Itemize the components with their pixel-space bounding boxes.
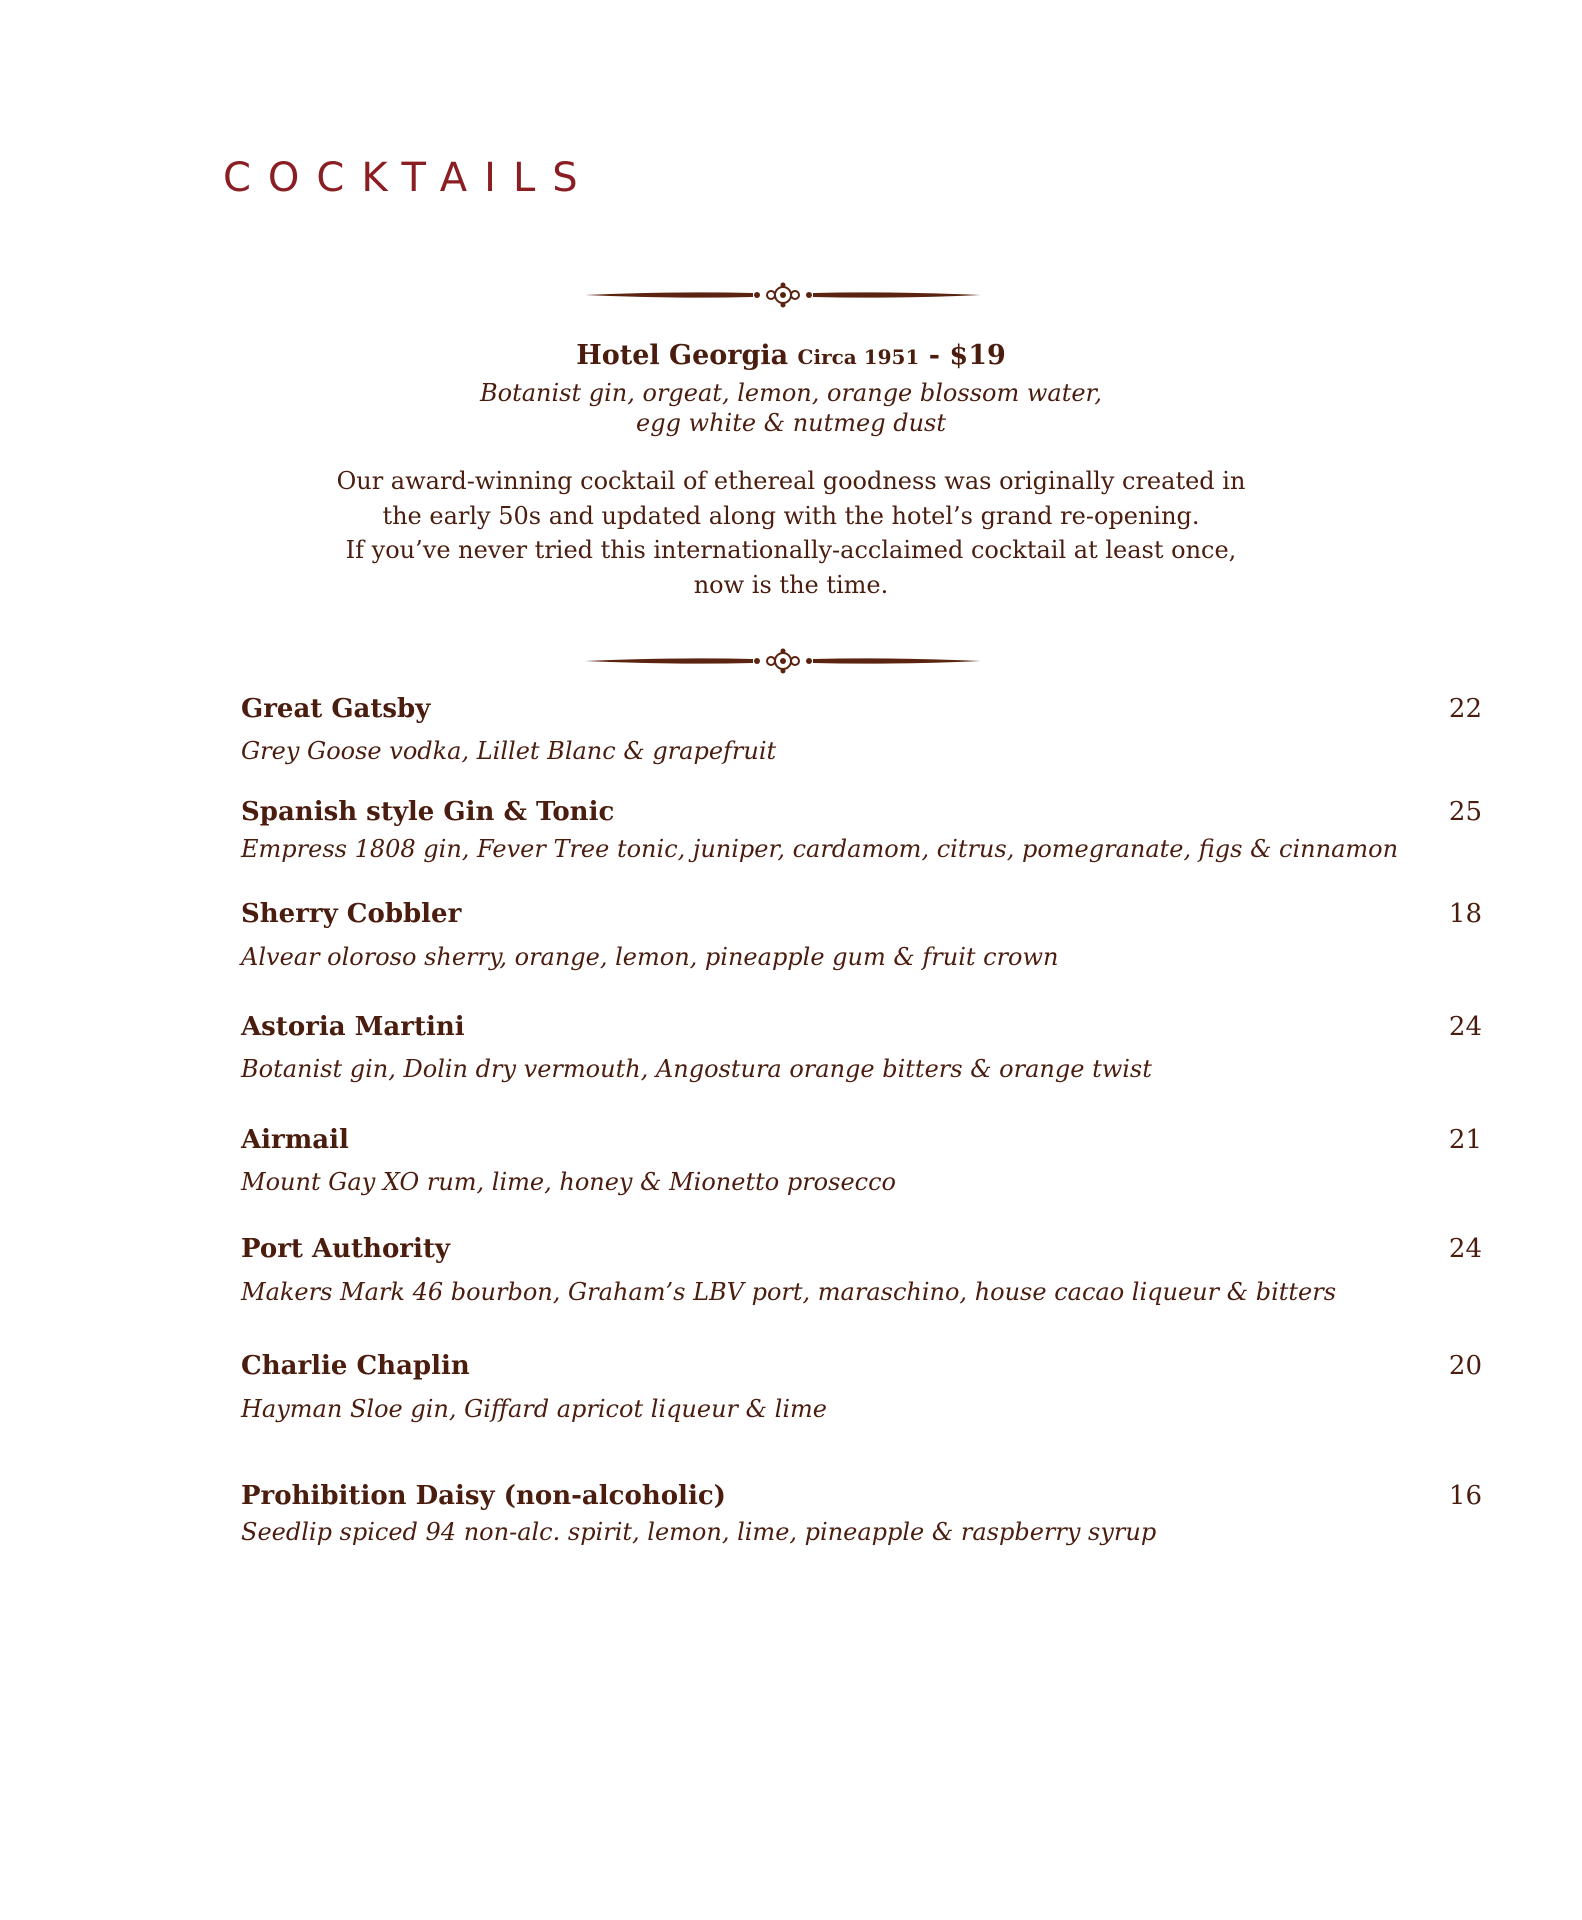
drink-price: 18 [1448,899,1482,929]
drink-description: Empress 1808 gin, Fever Tree tonic, juniper, cardamom, citrus, pomegranate, figs & cinnamon [241,835,1399,863]
featured-ingredients-line: Botanist gin, orgeat, lemon, orange blossom water, [479,379,1103,407]
page-title: COCKTAILS [223,155,595,201]
drink-name: Port Authority [241,1234,450,1264]
featured-ingredients [250,378,1332,438]
drink-price: 20 [1448,1351,1482,1381]
drink-price: 21 [1448,1125,1482,1155]
drink-price: 25 [1448,797,1482,827]
drink-price: 24 [1448,1234,1482,1264]
drink-name: Charlie Chaplin [241,1351,470,1381]
drink-name: Airmail [241,1125,349,1155]
featured-ingredients-line: egg white & nutmeg dust [636,409,946,437]
featured-separator: - [928,340,940,371]
drink-description: Makers Mark 46 bourbon, Graham’s LBV port, maraschino, house cacao liqueur & bitters [241,1278,1337,1306]
drink-name: Sherry Cobbler [241,899,462,929]
drink-price: 22 [1448,694,1482,724]
drink-description: Alvear oloroso sherry, orange, lemon, pineapple gum & fruit crown [241,943,1059,971]
drink-price: 24 [1448,1012,1482,1042]
top-ornament-divider [585,282,981,308]
drink-name: Spanish style Gin & Tonic [241,797,615,827]
featured-circa: Circa 1951 [797,345,920,369]
drink-name: Astoria Martini [241,1012,465,1042]
drink-description: Grey Goose vodka, Lillet Blanc & grapefruit [241,737,777,765]
drink-description: Hayman Sloe gin, Giffard apricot liqueur & lime [241,1395,827,1423]
drink-name: Prohibition Daisy (non-alcoholic) [241,1481,726,1511]
drink-name: Great Gatsby [241,694,431,724]
featured-price: $19 [949,340,1006,371]
featured-description-line: Our award-winning cocktail of ethereal goodness was originally created in [336,467,1246,495]
featured-description-line: now is the time. [693,570,889,599]
drink-price: 16 [1448,1481,1482,1511]
featured-cocktail-heading [250,340,1332,372]
featured-description-line: the early 50s and updated along with the hotel’s grand re-opening. [382,501,1200,530]
drink-description: Botanist gin, Dolin dry vermouth, Angostura orange bitters & orange twist [241,1055,1152,1083]
featured-description [250,464,1332,602]
bottom-ornament-divider [585,648,981,674]
featured-description-line: If you’ve never tried this internationally-acclaimed cocktail at least once, [345,536,1237,564]
featured-name: Hotel Georgia [576,340,789,371]
drink-description: Mount Gay XO rum, lime, honey & Mionetto prosecco [241,1168,896,1196]
drink-description: Seedlip spiced 94 non-alc. spirit, lemon, lime, pineapple & raspberry syrup [241,1518,1157,1546]
